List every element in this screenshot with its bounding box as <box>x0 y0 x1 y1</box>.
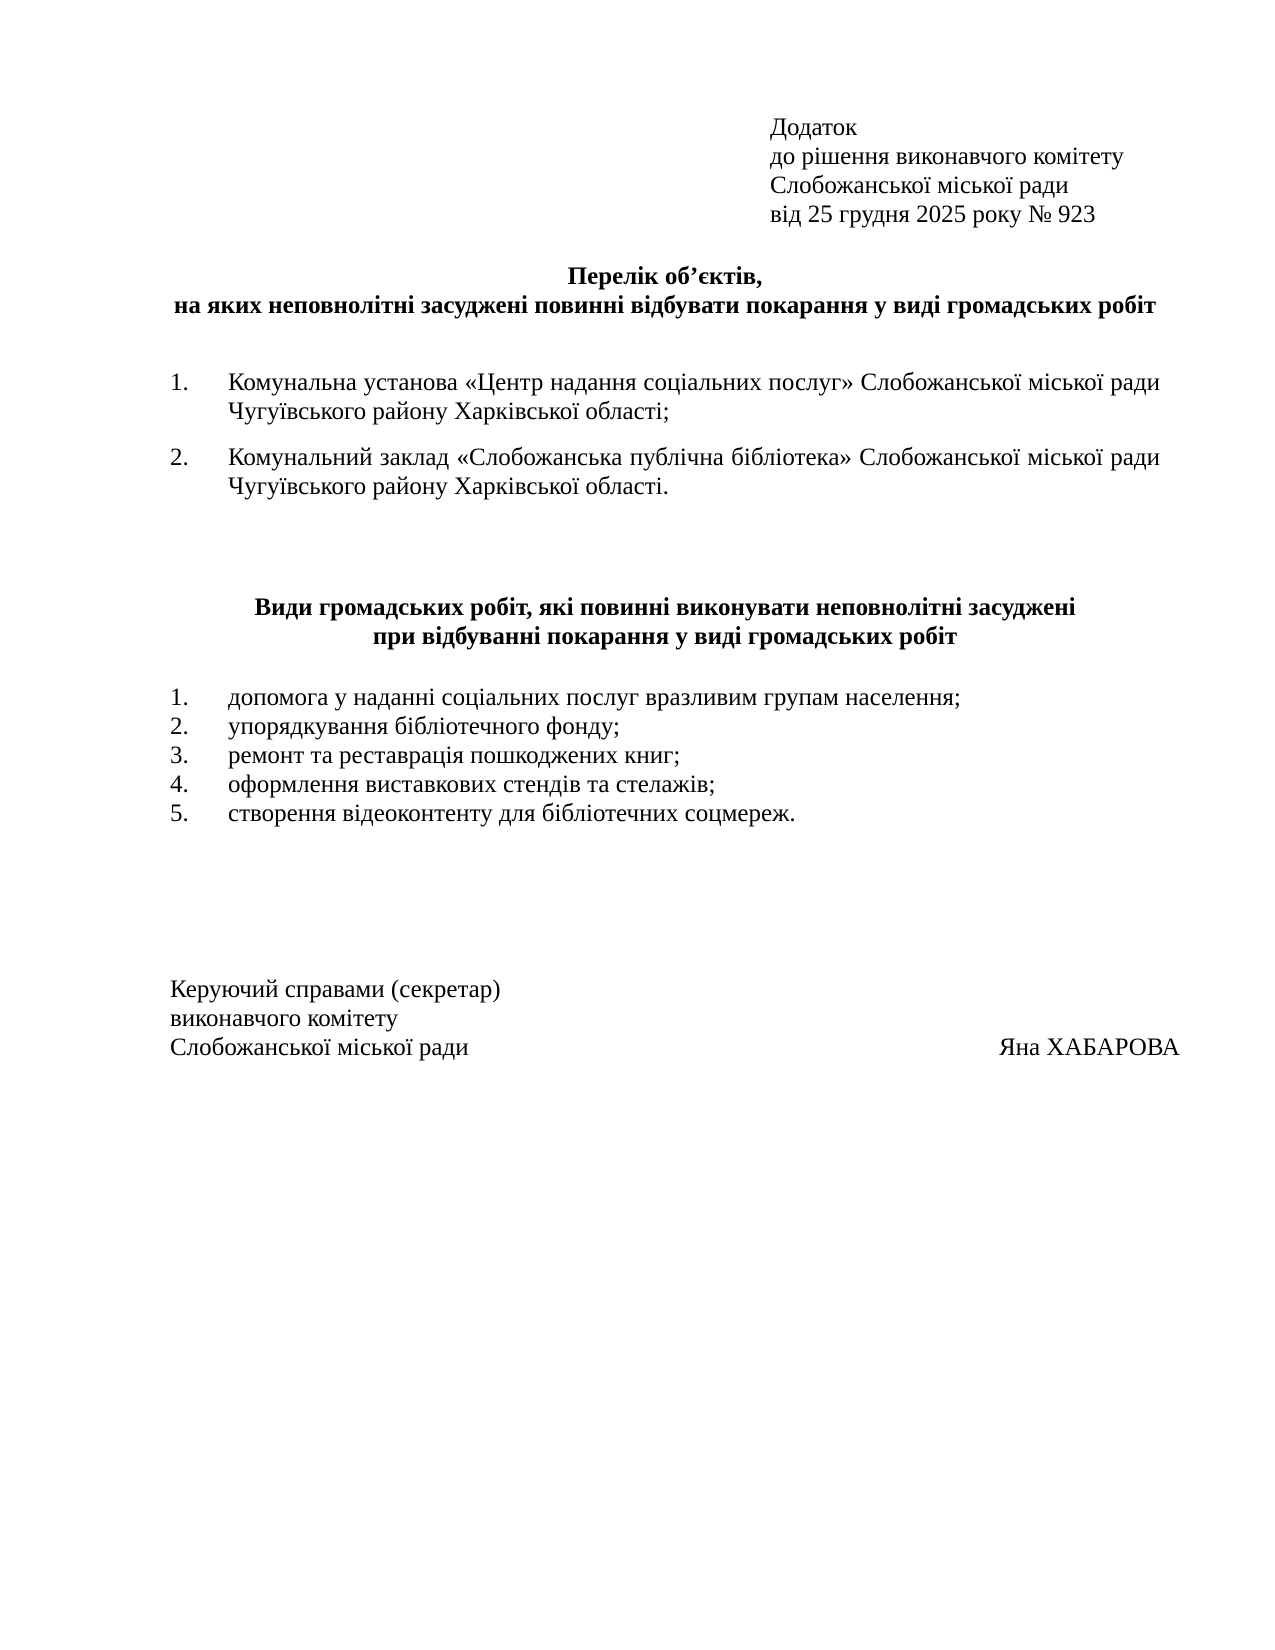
list-item-text: створення відеоконтенту для бібліотечних соцмереж. <box>228 800 796 827</box>
list-item-number: 1. <box>170 684 189 711</box>
signature-position-line: Керуючий справами (секретар) <box>170 976 501 1003</box>
section1-title-line2: на яких неповнолітні засуджені повинні відбувати покарання у виді громадських робіт <box>173 292 1157 319</box>
section2-title <box>170 593 1160 651</box>
list-item-number: 2. <box>170 444 189 471</box>
list-item-text: оформлення виставкових стендів та стелажів; <box>228 771 716 798</box>
work-types-list <box>170 683 1160 828</box>
list-item-text: ремонт та реставрація пошкоджених книг; <box>228 742 681 769</box>
section2-title-line2: при відбуванні покарання у виді громадських робіт <box>372 623 958 650</box>
appendix-reference-block <box>770 113 1160 229</box>
list-item-text: Комунальний заклад «Слобожанська публічна бібліотека» Слобожанської міської ради Чугуївського району Харківської області. <box>228 444 1160 500</box>
list-item <box>170 368 1160 426</box>
list-item-number: 5. <box>170 800 189 827</box>
appendix-line: від 25 грудня 2025 року № 923 <box>770 201 1096 228</box>
list-item-number: 4. <box>170 771 189 798</box>
signature-position <box>170 975 501 1062</box>
list-item <box>170 770 1160 799</box>
list-item-text: допомога у наданні соціальних послуг вразливим групам населення; <box>228 684 961 711</box>
list-item <box>170 683 1160 712</box>
signature-name: Яна ХАБАРОВА <box>998 1034 1180 1061</box>
appendix-line: до рішення виконавчого комітету <box>770 143 1124 170</box>
signature-position-line: виконавчого комітету <box>170 1005 399 1032</box>
list-item-number: 1. <box>170 369 189 396</box>
objects-list <box>170 368 1160 501</box>
list-item <box>170 799 1160 828</box>
list-item <box>170 443 1160 501</box>
list-item-number: 3. <box>170 742 189 769</box>
section1-title <box>170 262 1160 320</box>
list-item-text: упорядкування бібліотечного фонду; <box>228 713 620 740</box>
list-item <box>170 712 1160 741</box>
signature-position-line: Слобожанської міської ради <box>170 1034 469 1061</box>
list-item-number: 2. <box>170 713 189 740</box>
list-item <box>170 741 1160 770</box>
list-item-text: Комунальна установа «Центр надання соціальних послуг» Слобожанської міської ради Чугуївського району Харківської області; <box>228 369 1160 425</box>
appendix-line: Слобожанської міської ради <box>770 172 1069 199</box>
section1-title-line1: Перелік об’єктів, <box>567 263 763 290</box>
signature-block <box>170 975 1180 1062</box>
section2-title-line1: Види громадських робіт, які повинні виконувати неповнолітні засуджені <box>254 594 1076 621</box>
appendix-line: Додаток <box>770 114 858 141</box>
